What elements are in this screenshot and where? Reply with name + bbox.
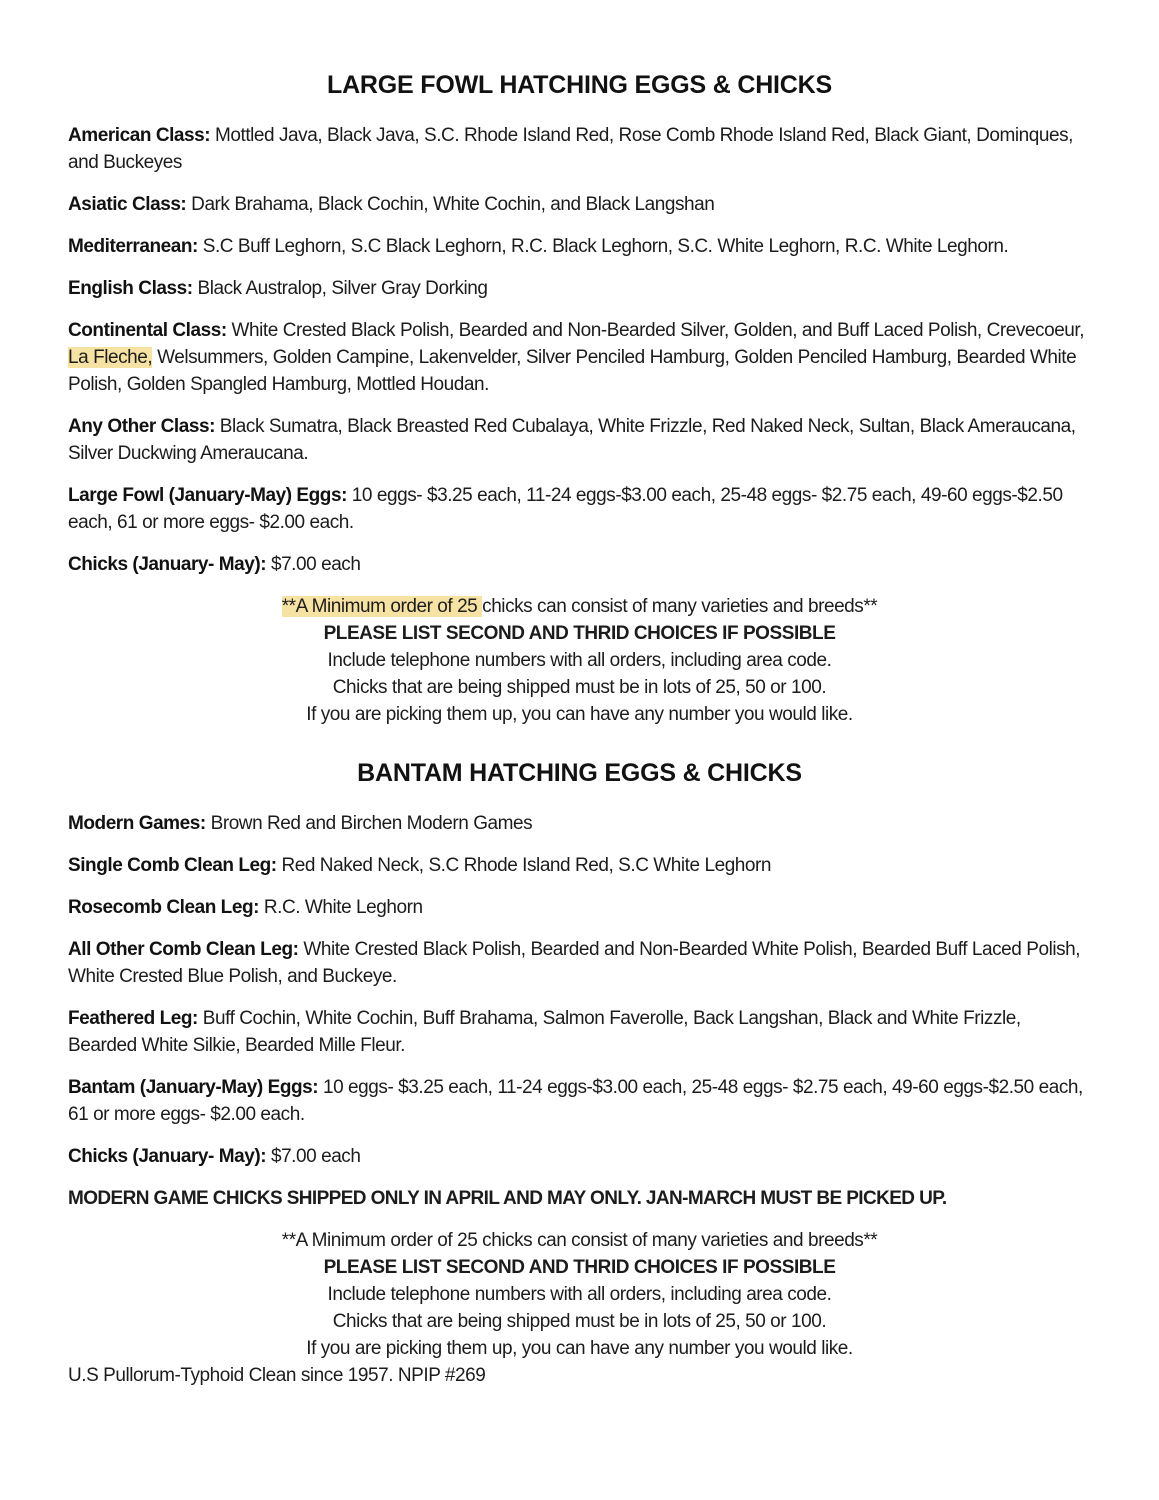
feathered-leg-paragraph xyxy=(68,1005,1091,1059)
continental-class-paragraph xyxy=(68,317,1091,398)
large-fowl-eggs-text: 10 eggs- $3.25 each, 11-24 eggs-$3.00 each, 25-48 eggs- $2.75 each, 49-60 eggs-$2.50 each, 61 or more eggs- $2.00 each. xyxy=(68,485,1063,533)
large-fowl-chicks-text: $7.00 each xyxy=(270,554,361,575)
bantam-chicks-pricing-paragraph xyxy=(68,1143,1091,1170)
english-class-text: Black Australop, Silver Gray Dorking xyxy=(197,278,488,299)
large-fowl-eggs-pricing-paragraph xyxy=(68,482,1091,536)
large-fowl-eggs-label: Large Fowl (January-May) Eggs: xyxy=(68,485,347,506)
note-line-telephone: Include telephone numbers with all orders, including area code. xyxy=(327,650,832,671)
note-line-minimum-order: **A Minimum order of 25 chicks can consist of many varieties and breeds** xyxy=(281,1230,878,1251)
any-other-class-label: Any Other Class: xyxy=(68,416,215,437)
modern-games-label: Modern Games: xyxy=(68,813,206,834)
mediterranean-class-paragraph xyxy=(68,233,1091,260)
american-class-label: American Class: xyxy=(68,125,211,146)
modern-games-paragraph xyxy=(68,810,1091,837)
single-comb-clean-leg-label: Single Comb Clean Leg: xyxy=(68,855,277,876)
bantam-eggs-text: 10 eggs- $3.25 each, 11-24 eggs-$3.00 each, 25-48 eggs- $2.75 each, 49-60 eggs-$2.50 each, 61 or more eggs- $2.00 each. xyxy=(68,1077,1083,1125)
asiatic-class-paragraph xyxy=(68,191,1091,218)
american-class-paragraph xyxy=(68,122,1091,176)
modern-game-shipping-notice: MODERN GAME CHICKS SHIPPED ONLY IN APRIL AND MAY ONLY. JAN-MARCH MUST BE PICKED UP. xyxy=(68,1188,947,1209)
note-line-lots: Chicks that are being shipped must be in lots of 25, 50 or 100. xyxy=(332,1311,827,1332)
mediterranean-class-text: S.C Buff Leghorn, S.C Black Leghorn, R.C. Black Leghorn, S.C. White Leghorn, R.C. White Leghorn. xyxy=(202,236,1009,257)
american-class-text: Mottled Java, Black Java, S.C. Rhode Island Red, Rose Comb Rhode Island Red, Black Giant, Dominques, and Buckeyes xyxy=(68,125,1073,173)
mediterranean-class-label: Mediterranean: xyxy=(68,236,198,257)
note-line-choices: PLEASE LIST SECOND AND THRID CHOICES IF POSSIBLE xyxy=(323,623,836,644)
la-fleche-highlight: La Fleche, xyxy=(68,347,153,368)
continental-class-label: Continental Class: xyxy=(68,320,227,341)
bantam-notes-block xyxy=(68,1227,1091,1362)
continental-class-text-before: White Crested Black Polish, Bearded and Non-Bearded Silver, Golden, and Buff Laced Polish, Crevecoeur, xyxy=(231,320,1085,341)
feathered-leg-text: Buff Cochin, White Cochin, Buff Brahama, Salmon Faverolle, Back Langshan, Black and White Frizzle, Bearded White Silkie, Bearded Mille Fleur. xyxy=(68,1008,1021,1056)
any-other-class-paragraph xyxy=(68,413,1091,467)
continental-class-text-after: Welsummers, Golden Campine, Lakenvelder, Silver Penciled Hamburg, Golden Penciled Hamburg, Bearded White Polish, Golden Spangled Hamburg, Mottled Houdan. xyxy=(68,347,1077,395)
bantam-eggs-pricing-paragraph xyxy=(68,1074,1091,1128)
note-line-pickup: If you are picking them up, you can have any number you would like. xyxy=(306,704,853,725)
minimum-order-highlight: **A Minimum order of 25 xyxy=(281,596,483,617)
english-class-label: English Class: xyxy=(68,278,193,299)
large-fowl-chicks-label: Chicks (January- May): xyxy=(68,554,267,575)
note-line-lots: Chicks that are being shipped must be in lots of 25, 50 or 100. xyxy=(332,677,827,698)
all-other-comb-clean-leg-text: White Crested Black Polish, Bearded and Non-Bearded White Polish, Bearded Buff Laced Polish, White Crested Blue Polish, and Buckeye. xyxy=(68,939,1081,987)
rosecomb-clean-leg-paragraph xyxy=(68,894,1091,921)
all-other-comb-clean-leg-label: All Other Comb Clean Leg: xyxy=(68,939,299,960)
modern-games-text: Brown Red and Birchen Modern Games xyxy=(210,813,533,834)
rosecomb-clean-leg-text: R.C. White Leghorn xyxy=(263,897,423,918)
english-class-paragraph xyxy=(68,275,1091,302)
bantam-eggs-label: Bantam (January-May) Eggs: xyxy=(68,1077,319,1098)
pullorum-typhoid-footer: U.S Pullorum-Typhoid Clean since 1957. NPIP #269 xyxy=(68,1365,486,1386)
single-comb-clean-leg-text: Red Naked Neck, S.C Rhode Island Red, S.C White Leghorn xyxy=(281,855,772,876)
bantam-section-title: BANTAM HATCHING EGGS & CHICKS xyxy=(357,759,802,787)
bantam-chicks-text: $7.00 each xyxy=(270,1146,361,1167)
single-comb-clean-leg-paragraph xyxy=(68,852,1091,879)
large-fowl-section-title: LARGE FOWL HATCHING EGGS & CHICKS xyxy=(327,71,832,99)
large-fowl-chicks-pricing-paragraph xyxy=(68,551,1091,578)
feathered-leg-label: Feathered Leg: xyxy=(68,1008,198,1029)
bantam-chicks-label: Chicks (January- May): xyxy=(68,1146,267,1167)
asiatic-class-text: Dark Brahama, Black Cochin, White Cochin, and Black Langshan xyxy=(191,194,715,215)
note-line-telephone: Include telephone numbers with all orders, including area code. xyxy=(327,1284,832,1305)
note-line-choices: PLEASE LIST SECOND AND THRID CHOICES IF POSSIBLE xyxy=(323,1257,836,1278)
rosecomb-clean-leg-label: Rosecomb Clean Leg: xyxy=(68,897,259,918)
note-line-minimum-order xyxy=(68,593,1091,620)
note-line-pickup: If you are picking them up, you can have any number you would like. xyxy=(306,1338,853,1359)
asiatic-class-label: Asiatic Class: xyxy=(68,194,187,215)
minimum-order-rest: chicks can consist of many varieties and breeds** xyxy=(482,596,878,617)
any-other-class-text: Black Sumatra, Black Breasted Red Cubalaya, White Frizzle, Red Naked Neck, Sultan, Black Ameraucana, Silver Duckwing Ameraucana. xyxy=(68,416,1076,464)
all-other-comb-clean-leg-paragraph xyxy=(68,936,1091,990)
large-fowl-notes-block xyxy=(68,593,1091,728)
